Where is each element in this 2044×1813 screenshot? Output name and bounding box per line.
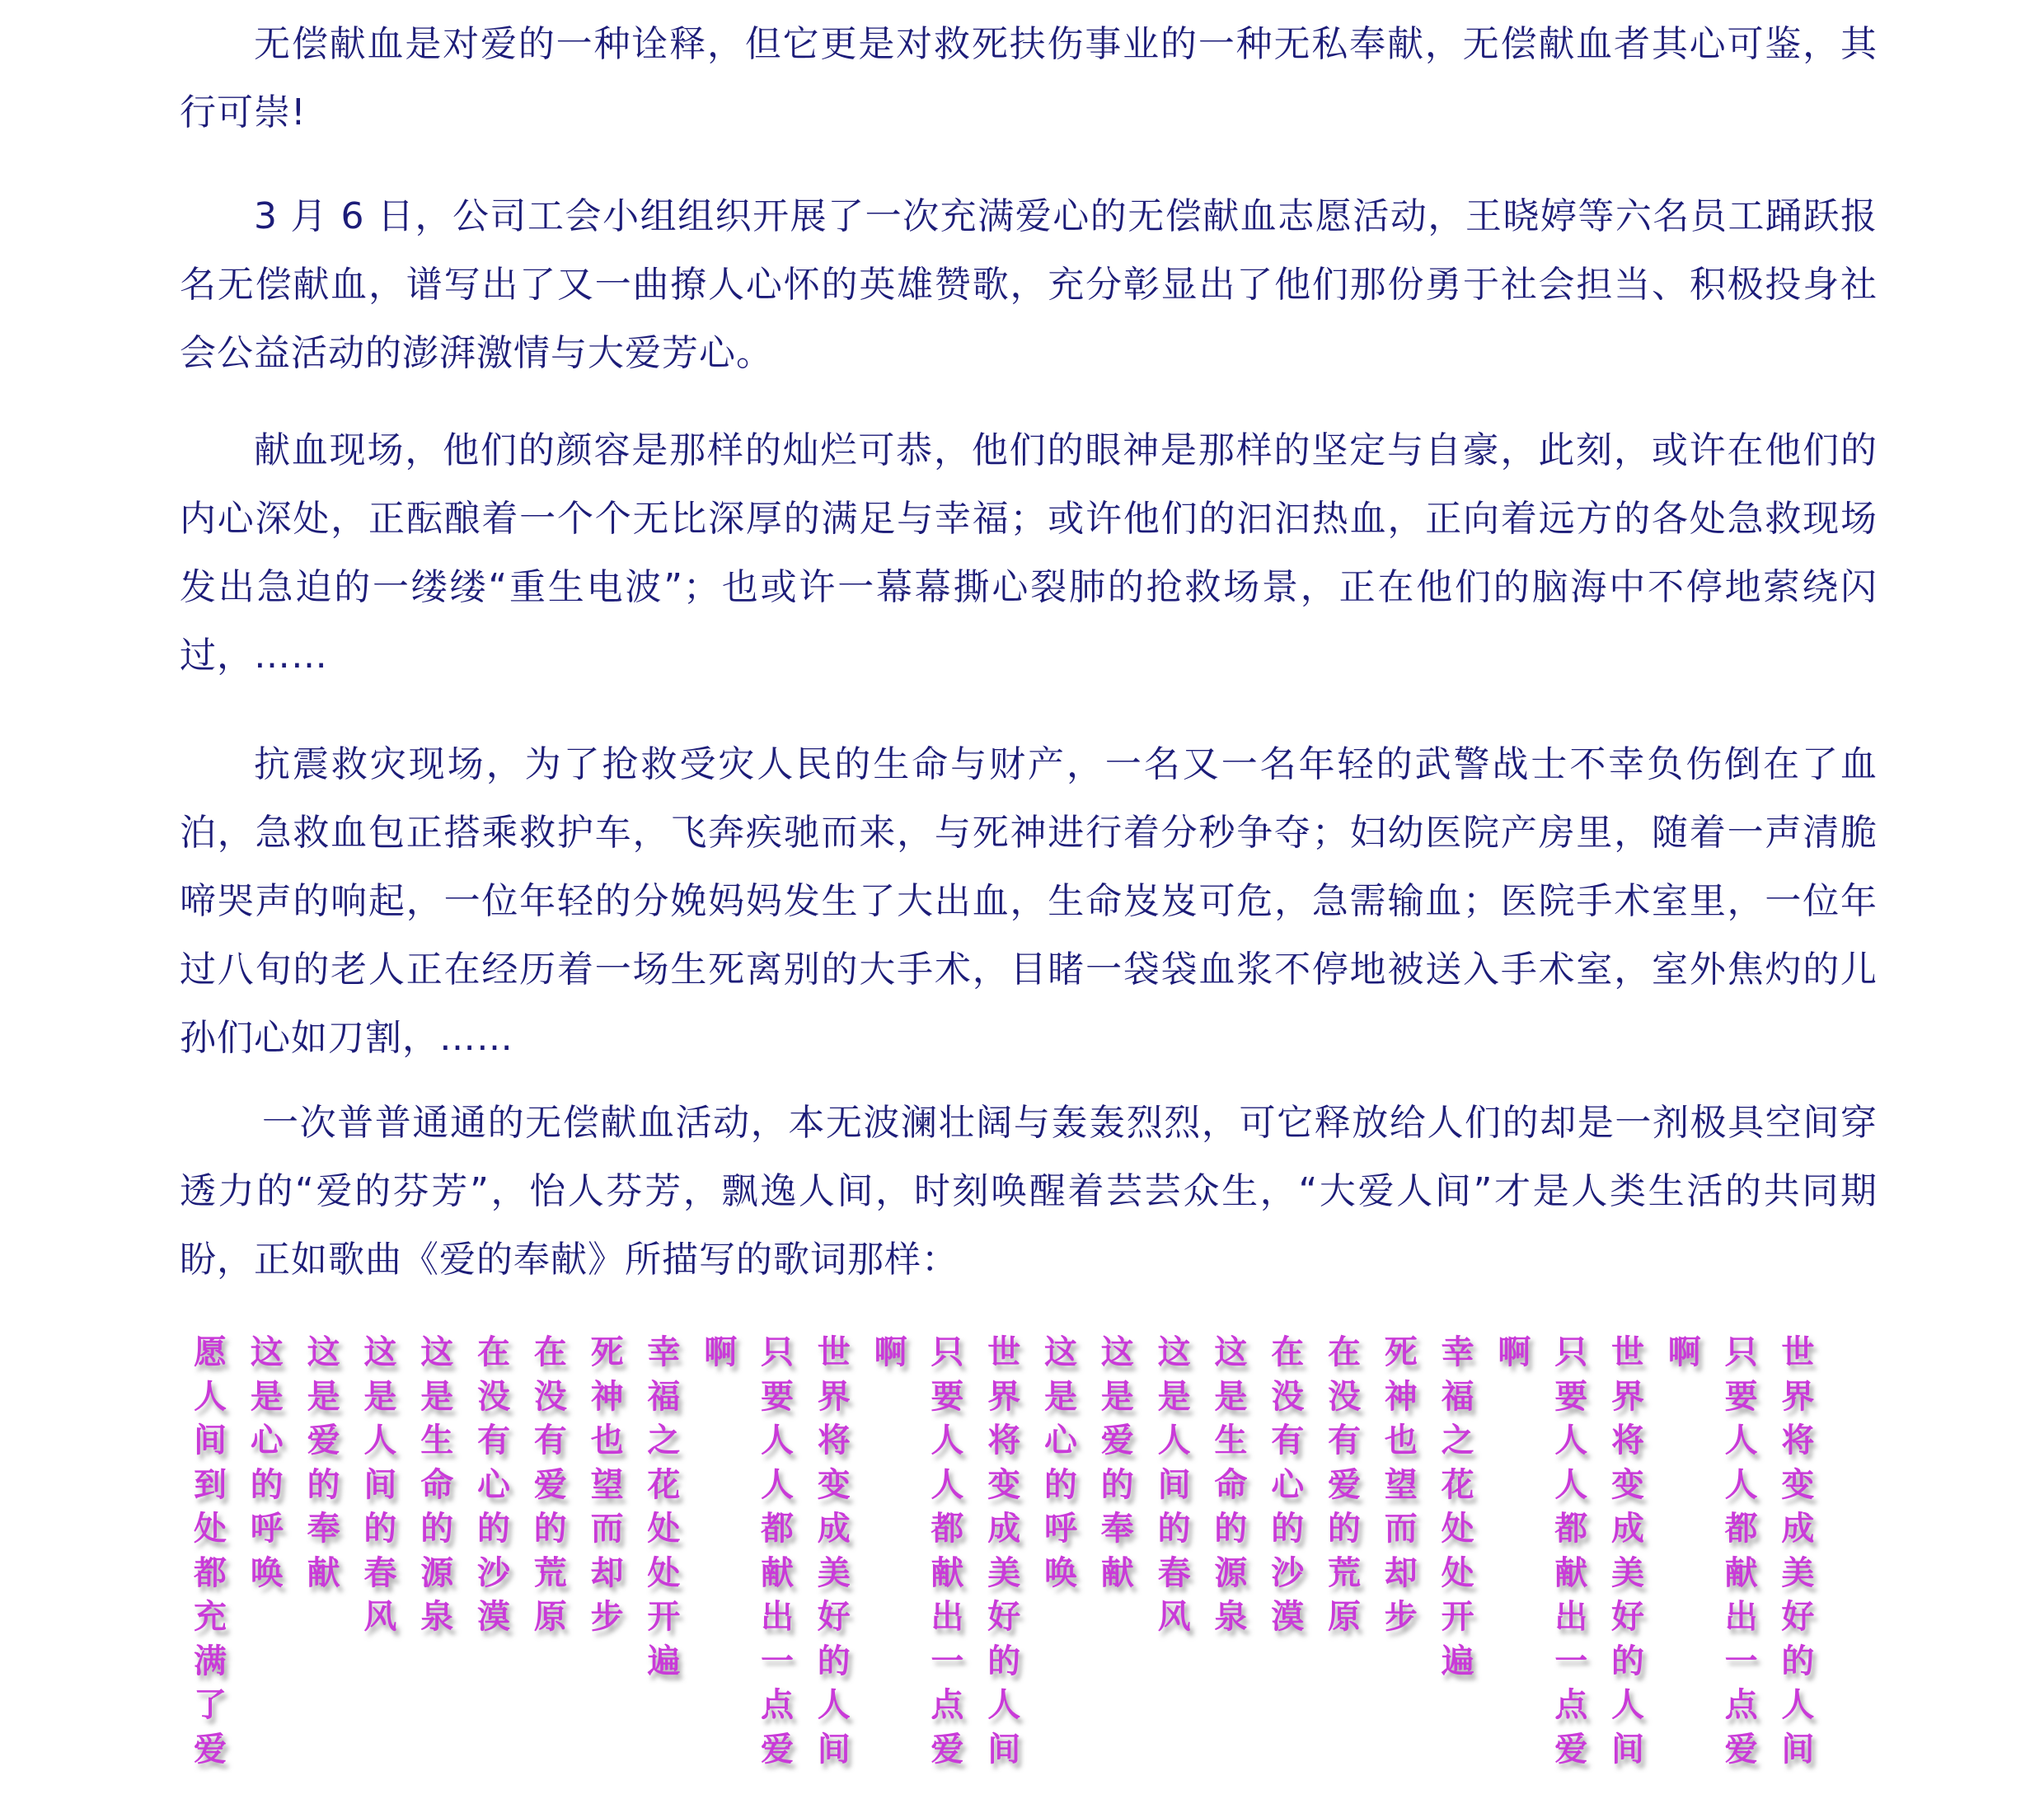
lyric-char: 唤	[250, 1553, 284, 1592]
lyric-char: 唤	[1044, 1553, 1077, 1592]
lyric-char: 神	[590, 1377, 624, 1416]
lyric-line	[1321, 1331, 1367, 1640]
lyric-char: 也	[590, 1422, 624, 1459]
lyric-char: 点	[761, 1686, 794, 1724]
lyric-char: 的	[1044, 1465, 1077, 1504]
lyric-char: 没	[533, 1377, 567, 1416]
lyric-char: 都	[1724, 1510, 1758, 1548]
lyric-char: 一	[761, 1642, 794, 1680]
lyric-char: 的	[477, 1510, 510, 1548]
lyric-char: 美	[1781, 1553, 1815, 1592]
lyric-char: 变	[817, 1465, 851, 1504]
lyric-char: 福	[647, 1377, 681, 1416]
lyric-char: 的	[1611, 1642, 1644, 1680]
lyric-line	[1662, 1331, 1708, 1375]
lyric-char: 是	[307, 1377, 340, 1416]
lyric-char: 是	[1157, 1377, 1191, 1416]
lyric-char: 爱	[931, 1730, 964, 1768]
lyric-char: 只	[1724, 1333, 1758, 1371]
lyric-char: 爱	[1328, 1465, 1361, 1504]
lyric-char: 人	[1724, 1422, 1758, 1459]
lyric-char: 间	[987, 1730, 1021, 1768]
lyric-char: 开	[647, 1598, 681, 1636]
lyric-char: 一	[1724, 1642, 1758, 1680]
lyric-char: 沙	[1271, 1553, 1305, 1592]
lyric-char: 这	[1044, 1333, 1077, 1371]
lyric-char: 都	[194, 1553, 227, 1592]
lyric-char: 在	[477, 1333, 510, 1371]
lyric-char: 爱	[1724, 1730, 1758, 1768]
lyric-char: 献	[761, 1553, 794, 1592]
lyric-char: 漠	[1271, 1598, 1305, 1636]
lyric-char: 献	[1724, 1553, 1758, 1592]
lyric-char: 的	[1100, 1465, 1134, 1504]
lyric-char: 人	[1611, 1686, 1644, 1724]
lyric-char: 步	[590, 1598, 624, 1636]
lyric-char: 人	[931, 1465, 964, 1504]
lyric-char: 要	[931, 1377, 964, 1416]
lyric-char: 处	[1441, 1553, 1474, 1592]
lyric-line	[414, 1331, 460, 1640]
lyric-char: 幸	[1441, 1333, 1474, 1371]
lyric-char: 在	[1271, 1333, 1305, 1371]
lyric-line	[1718, 1331, 1765, 1772]
lyric-char: 在	[533, 1333, 567, 1371]
lyric-char: 都	[1554, 1510, 1588, 1548]
lyric-char: 人	[1724, 1465, 1758, 1504]
lyric-char: 没	[1271, 1377, 1305, 1416]
lyric-char: 出	[931, 1598, 964, 1636]
lyric-char: 间	[817, 1730, 851, 1768]
lyric-char: 变	[1611, 1465, 1644, 1504]
lyric-char: 而	[590, 1510, 624, 1548]
lyric-char: 成	[817, 1510, 851, 1548]
lyric-char: 到	[194, 1465, 227, 1504]
lyric-char: 之	[647, 1422, 681, 1459]
lyric-char: 这	[420, 1333, 454, 1371]
paragraph-donation-scene: 献血现场，他们的颜容是那样的灿烂可恭，他们的眼神是那样的坚定与自豪，此刻，或许在他们的内心深处，正酝酿着一个个无比深厚的满足与幸福；或许他们的汩汩热血，正向着远方的各处急救现场发出急迫的一缕缕“重生电波”；也或许一幕幕撕心裂肺的抢救场景，正在他们的脑海中不停地萦绕闪过，……	[180, 429, 1878, 677]
lyric-char: 的	[307, 1465, 340, 1504]
lyric-char: 人	[1157, 1422, 1191, 1459]
lyric-char: 这	[307, 1333, 340, 1371]
lyric-char: 有	[1271, 1422, 1305, 1459]
lyric-char: 要	[1554, 1377, 1588, 1416]
lyric-char: 荒	[1328, 1553, 1361, 1592]
lyric-char: 福	[1441, 1377, 1474, 1416]
lyric-char: 源	[1214, 1553, 1248, 1592]
lyric-line	[1435, 1331, 1481, 1684]
lyric-char: 人	[1554, 1422, 1588, 1459]
lyric-char: 这	[1100, 1333, 1134, 1371]
lyric-char: 出	[761, 1598, 794, 1636]
lyric-char: 的	[1157, 1510, 1191, 1548]
lyric-char: 处	[194, 1510, 227, 1548]
lyric-char: 这	[1157, 1333, 1191, 1371]
lyric-char: 春	[363, 1553, 397, 1592]
lyric-char: 好	[987, 1598, 1021, 1636]
lyric-line	[1151, 1331, 1198, 1640]
lyric-char: 献	[1554, 1553, 1588, 1592]
lyric-line	[1038, 1331, 1084, 1595]
lyric-char: 只	[761, 1333, 794, 1371]
lyric-char: 风	[363, 1598, 397, 1636]
lyric-char: 人	[1781, 1686, 1815, 1724]
lyric-char: 而	[1384, 1510, 1418, 1548]
lyric-char: 的	[250, 1465, 284, 1504]
lyric-char: 的	[533, 1510, 567, 1548]
lyric-char: 漠	[477, 1598, 510, 1636]
lyric-char: 泉	[420, 1598, 454, 1636]
lyric-char: 这	[363, 1333, 397, 1371]
lyric-char: 是	[1044, 1377, 1077, 1416]
lyric-char: 将	[1611, 1422, 1644, 1459]
lyric-char: 春	[1157, 1553, 1191, 1592]
lyric-char: 神	[1384, 1377, 1418, 1416]
lyric-char: 在	[1328, 1333, 1361, 1371]
lyric-char: 爱	[1554, 1730, 1588, 1768]
lyric-char: 也	[1384, 1422, 1418, 1459]
lyric-char: 只	[1554, 1333, 1588, 1371]
paragraph-intro: 无偿献血是对爱的一种诠释，但它更是对救死扶伤事业的一种无私奉献，无偿献血者其心可鉴，其行可崇!	[180, 23, 1878, 134]
lyric-char: 的	[1781, 1642, 1815, 1680]
lyric-char: 变	[1781, 1465, 1815, 1504]
lyric-char: 世	[817, 1333, 851, 1371]
lyric-char: 呼	[1044, 1510, 1077, 1548]
lyric-line	[981, 1331, 1027, 1772]
lyric-line	[1774, 1331, 1821, 1772]
lyric-char: 有	[1328, 1422, 1361, 1459]
lyric-char: 都	[931, 1510, 964, 1548]
lyric-char: 啊	[1498, 1333, 1531, 1371]
lyric-char: 成	[987, 1510, 1021, 1548]
lyric-char: 生	[1214, 1422, 1248, 1459]
lyric-char: 成	[1611, 1510, 1644, 1548]
lyric-char: 幸	[647, 1333, 681, 1371]
lyric-char: 原	[533, 1598, 567, 1636]
lyric-char: 一	[931, 1642, 964, 1680]
lyric-char: 了	[194, 1686, 227, 1724]
lyric-char: 界	[1781, 1377, 1815, 1416]
lyric-char: 成	[1781, 1510, 1815, 1548]
lyric-line	[754, 1331, 800, 1772]
lyric-char: 爱	[761, 1730, 794, 1768]
lyric-char: 没	[477, 1377, 510, 1416]
lyric-char: 人	[817, 1686, 851, 1724]
lyric-char: 人	[194, 1377, 227, 1416]
lyric-char: 的	[817, 1642, 851, 1680]
lyric-char: 人	[1554, 1465, 1588, 1504]
lyric-char: 心	[250, 1422, 284, 1459]
lyric-line	[1207, 1331, 1254, 1640]
lyric-char: 泉	[1214, 1598, 1248, 1636]
lyric-char: 爱	[533, 1465, 567, 1504]
lyric-line	[1378, 1331, 1424, 1640]
lyric-char: 界	[817, 1377, 851, 1416]
lyric-char: 人	[363, 1422, 397, 1459]
lyric-line	[1605, 1331, 1651, 1772]
lyric-char: 原	[1328, 1598, 1361, 1636]
lyric-char: 荒	[533, 1553, 567, 1592]
lyric-line	[1095, 1331, 1141, 1595]
lyric-line	[1548, 1331, 1594, 1772]
lyric-line	[1264, 1331, 1310, 1640]
lyric-char: 美	[817, 1553, 851, 1592]
lyric-char: 心	[1044, 1422, 1077, 1459]
lyric-char: 步	[1384, 1598, 1418, 1636]
paragraph-event: 3 月 6 日，公司工会小组组织开展了一次充满爱心的无偿献血志愿活动，王晓婷等六名员工踊跃报名无偿献血，谱写出了又一曲撩人心怀的英雄赞歌，充分彰显出了他们那份勇于社会担当、积极投身社会公益活动的澎湃激情与大爱芳心。	[180, 195, 1878, 374]
lyric-char: 点	[931, 1686, 964, 1724]
lyric-char: 却	[590, 1553, 624, 1592]
lyric-char: 献	[1100, 1553, 1134, 1592]
lyric-line	[301, 1331, 347, 1595]
paragraph-conclusion: 一次普普通通的无偿献血活动，本无波澜壮阔与轰轰烈烈，可它释放给人们的却是一剂极具空间穿透力的“爱的芬芳”，怡人芬芳，飘逸人间，时刻唤醒着芸芸众生，“大爱人间”才是人类生活的共同期盼，正如歌曲《爱的奉献》所描写的歌词那样：	[180, 1102, 1878, 1281]
lyric-char: 点	[1724, 1686, 1758, 1724]
lyric-char: 花	[647, 1465, 681, 1504]
lyric-line	[868, 1331, 914, 1375]
lyric-char: 这	[250, 1333, 284, 1371]
lyric-char: 的	[1214, 1510, 1248, 1548]
lyric-line	[471, 1331, 517, 1640]
lyric-char: 要	[1724, 1377, 1758, 1416]
lyric-line	[924, 1331, 970, 1772]
lyric-char: 风	[1157, 1598, 1191, 1636]
lyric-char: 出	[1554, 1598, 1588, 1636]
lyric-char: 充	[194, 1598, 227, 1636]
lyric-char: 要	[761, 1377, 794, 1416]
lyric-char: 命	[420, 1465, 454, 1504]
lyric-char: 心	[477, 1465, 510, 1504]
lyric-char: 都	[761, 1510, 794, 1548]
lyric-char: 间	[1611, 1730, 1644, 1768]
lyric-char: 有	[533, 1422, 567, 1459]
lyric-char: 奉	[307, 1510, 340, 1548]
lyric-char: 好	[817, 1598, 851, 1636]
lyric-char: 间	[363, 1465, 397, 1504]
lyric-char: 遍	[647, 1642, 681, 1680]
lyric-char: 满	[194, 1642, 227, 1680]
lyric-char: 啊	[1667, 1333, 1701, 1371]
lyric-char: 界	[987, 1377, 1021, 1416]
lyric-char: 人	[761, 1422, 794, 1459]
lyrics-block	[0, 1331, 2044, 1809]
lyric-char: 是	[250, 1377, 284, 1416]
lyric-line	[811, 1331, 857, 1772]
lyric-char: 啊	[704, 1333, 738, 1371]
lyric-line	[357, 1331, 403, 1640]
lyric-line	[584, 1331, 631, 1640]
lyric-char: 的	[987, 1642, 1021, 1680]
lyric-char: 点	[1554, 1686, 1588, 1724]
lyric-char: 变	[987, 1465, 1021, 1504]
lyric-char: 将	[1781, 1422, 1815, 1459]
lyric-char: 是	[1214, 1377, 1248, 1416]
lyric-char: 好	[1611, 1598, 1644, 1636]
lyric-char: 爱	[194, 1730, 227, 1768]
lyric-char: 献	[307, 1553, 340, 1592]
lyric-line	[697, 1331, 743, 1375]
lyric-char: 间	[194, 1422, 227, 1459]
lyric-char: 献	[931, 1553, 964, 1592]
lyric-char: 间	[1157, 1465, 1191, 1504]
lyric-char: 的	[1328, 1510, 1361, 1548]
lyric-char: 命	[1214, 1465, 1248, 1504]
lyric-char: 愿	[194, 1333, 227, 1371]
lyric-char: 美	[987, 1553, 1021, 1592]
lyric-char: 望	[1384, 1465, 1418, 1504]
lyric-char: 世	[1781, 1333, 1815, 1371]
lyric-char: 花	[1441, 1465, 1474, 1504]
lyric-char: 人	[761, 1465, 794, 1504]
lyric-line	[187, 1331, 233, 1772]
lyric-char: 死	[590, 1333, 624, 1371]
lyric-char: 这	[1214, 1333, 1248, 1371]
lyric-char: 遍	[1441, 1642, 1474, 1680]
lyric-char: 之	[1441, 1422, 1474, 1459]
lyric-char: 是	[420, 1377, 454, 1416]
lyric-char: 沙	[477, 1553, 510, 1592]
lyric-char: 出	[1724, 1598, 1758, 1636]
paragraph-rescue-scenes: 抗震救灾现场，为了抢救受灾人民的生命与财产，一名又一名年轻的武警战士不幸负伤倒在了血泊，急救血包正搭乘救护车，飞奔疾驰而来，与死神进行着分秒争夺；妇幼医院产房里，随着一声清脆啼哭声的响起，一位年轻的分娩妈妈发生了大出血，生命岌岌可危，急需输血；医院手术室里，一位年过八旬的老人正在经历着一场生死离别的大手术，目睹一袋袋血浆不停地被送入手术室，室外焦灼的儿孙们心如刀割，……	[180, 743, 1878, 1059]
lyric-char: 处	[1441, 1510, 1474, 1548]
lyric-char: 人	[987, 1686, 1021, 1724]
lyric-char: 啊	[874, 1333, 907, 1371]
lyric-char: 心	[1271, 1465, 1305, 1504]
lyric-char: 生	[420, 1422, 454, 1459]
lyric-char: 将	[987, 1422, 1021, 1459]
lyric-line	[527, 1331, 574, 1640]
lyric-char: 是	[1100, 1377, 1134, 1416]
lyric-char: 呼	[250, 1510, 284, 1548]
lyric-line	[244, 1331, 290, 1595]
lyric-char: 有	[477, 1422, 510, 1459]
lyric-char: 的	[363, 1510, 397, 1548]
lyric-char: 的	[420, 1510, 454, 1548]
lyric-char: 将	[817, 1422, 851, 1459]
lyric-line	[640, 1331, 687, 1684]
lyric-char: 世	[987, 1333, 1021, 1371]
lyric-char: 世	[1611, 1333, 1644, 1371]
lyric-char: 爱	[1100, 1422, 1134, 1459]
lyric-char: 死	[1384, 1333, 1418, 1371]
lyric-char: 界	[1611, 1377, 1644, 1416]
lyric-char: 望	[590, 1465, 624, 1504]
lyric-char: 没	[1328, 1377, 1361, 1416]
lyric-line	[1491, 1331, 1537, 1375]
lyric-char: 的	[1271, 1510, 1305, 1548]
lyric-char: 开	[1441, 1598, 1474, 1636]
lyric-char: 只	[931, 1333, 964, 1371]
lyric-char: 美	[1611, 1553, 1644, 1592]
lyric-char: 处	[647, 1510, 681, 1548]
lyric-char: 奉	[1100, 1510, 1134, 1548]
lyric-char: 源	[420, 1553, 454, 1592]
lyric-char: 间	[1781, 1730, 1815, 1768]
lyric-char: 爱	[307, 1422, 340, 1459]
lyric-char: 一	[1554, 1642, 1588, 1680]
lyric-char: 好	[1781, 1598, 1815, 1636]
lyric-char: 处	[647, 1553, 681, 1592]
lyric-char: 却	[1384, 1553, 1418, 1592]
lyric-char: 人	[931, 1422, 964, 1459]
lyric-char: 是	[363, 1377, 397, 1416]
